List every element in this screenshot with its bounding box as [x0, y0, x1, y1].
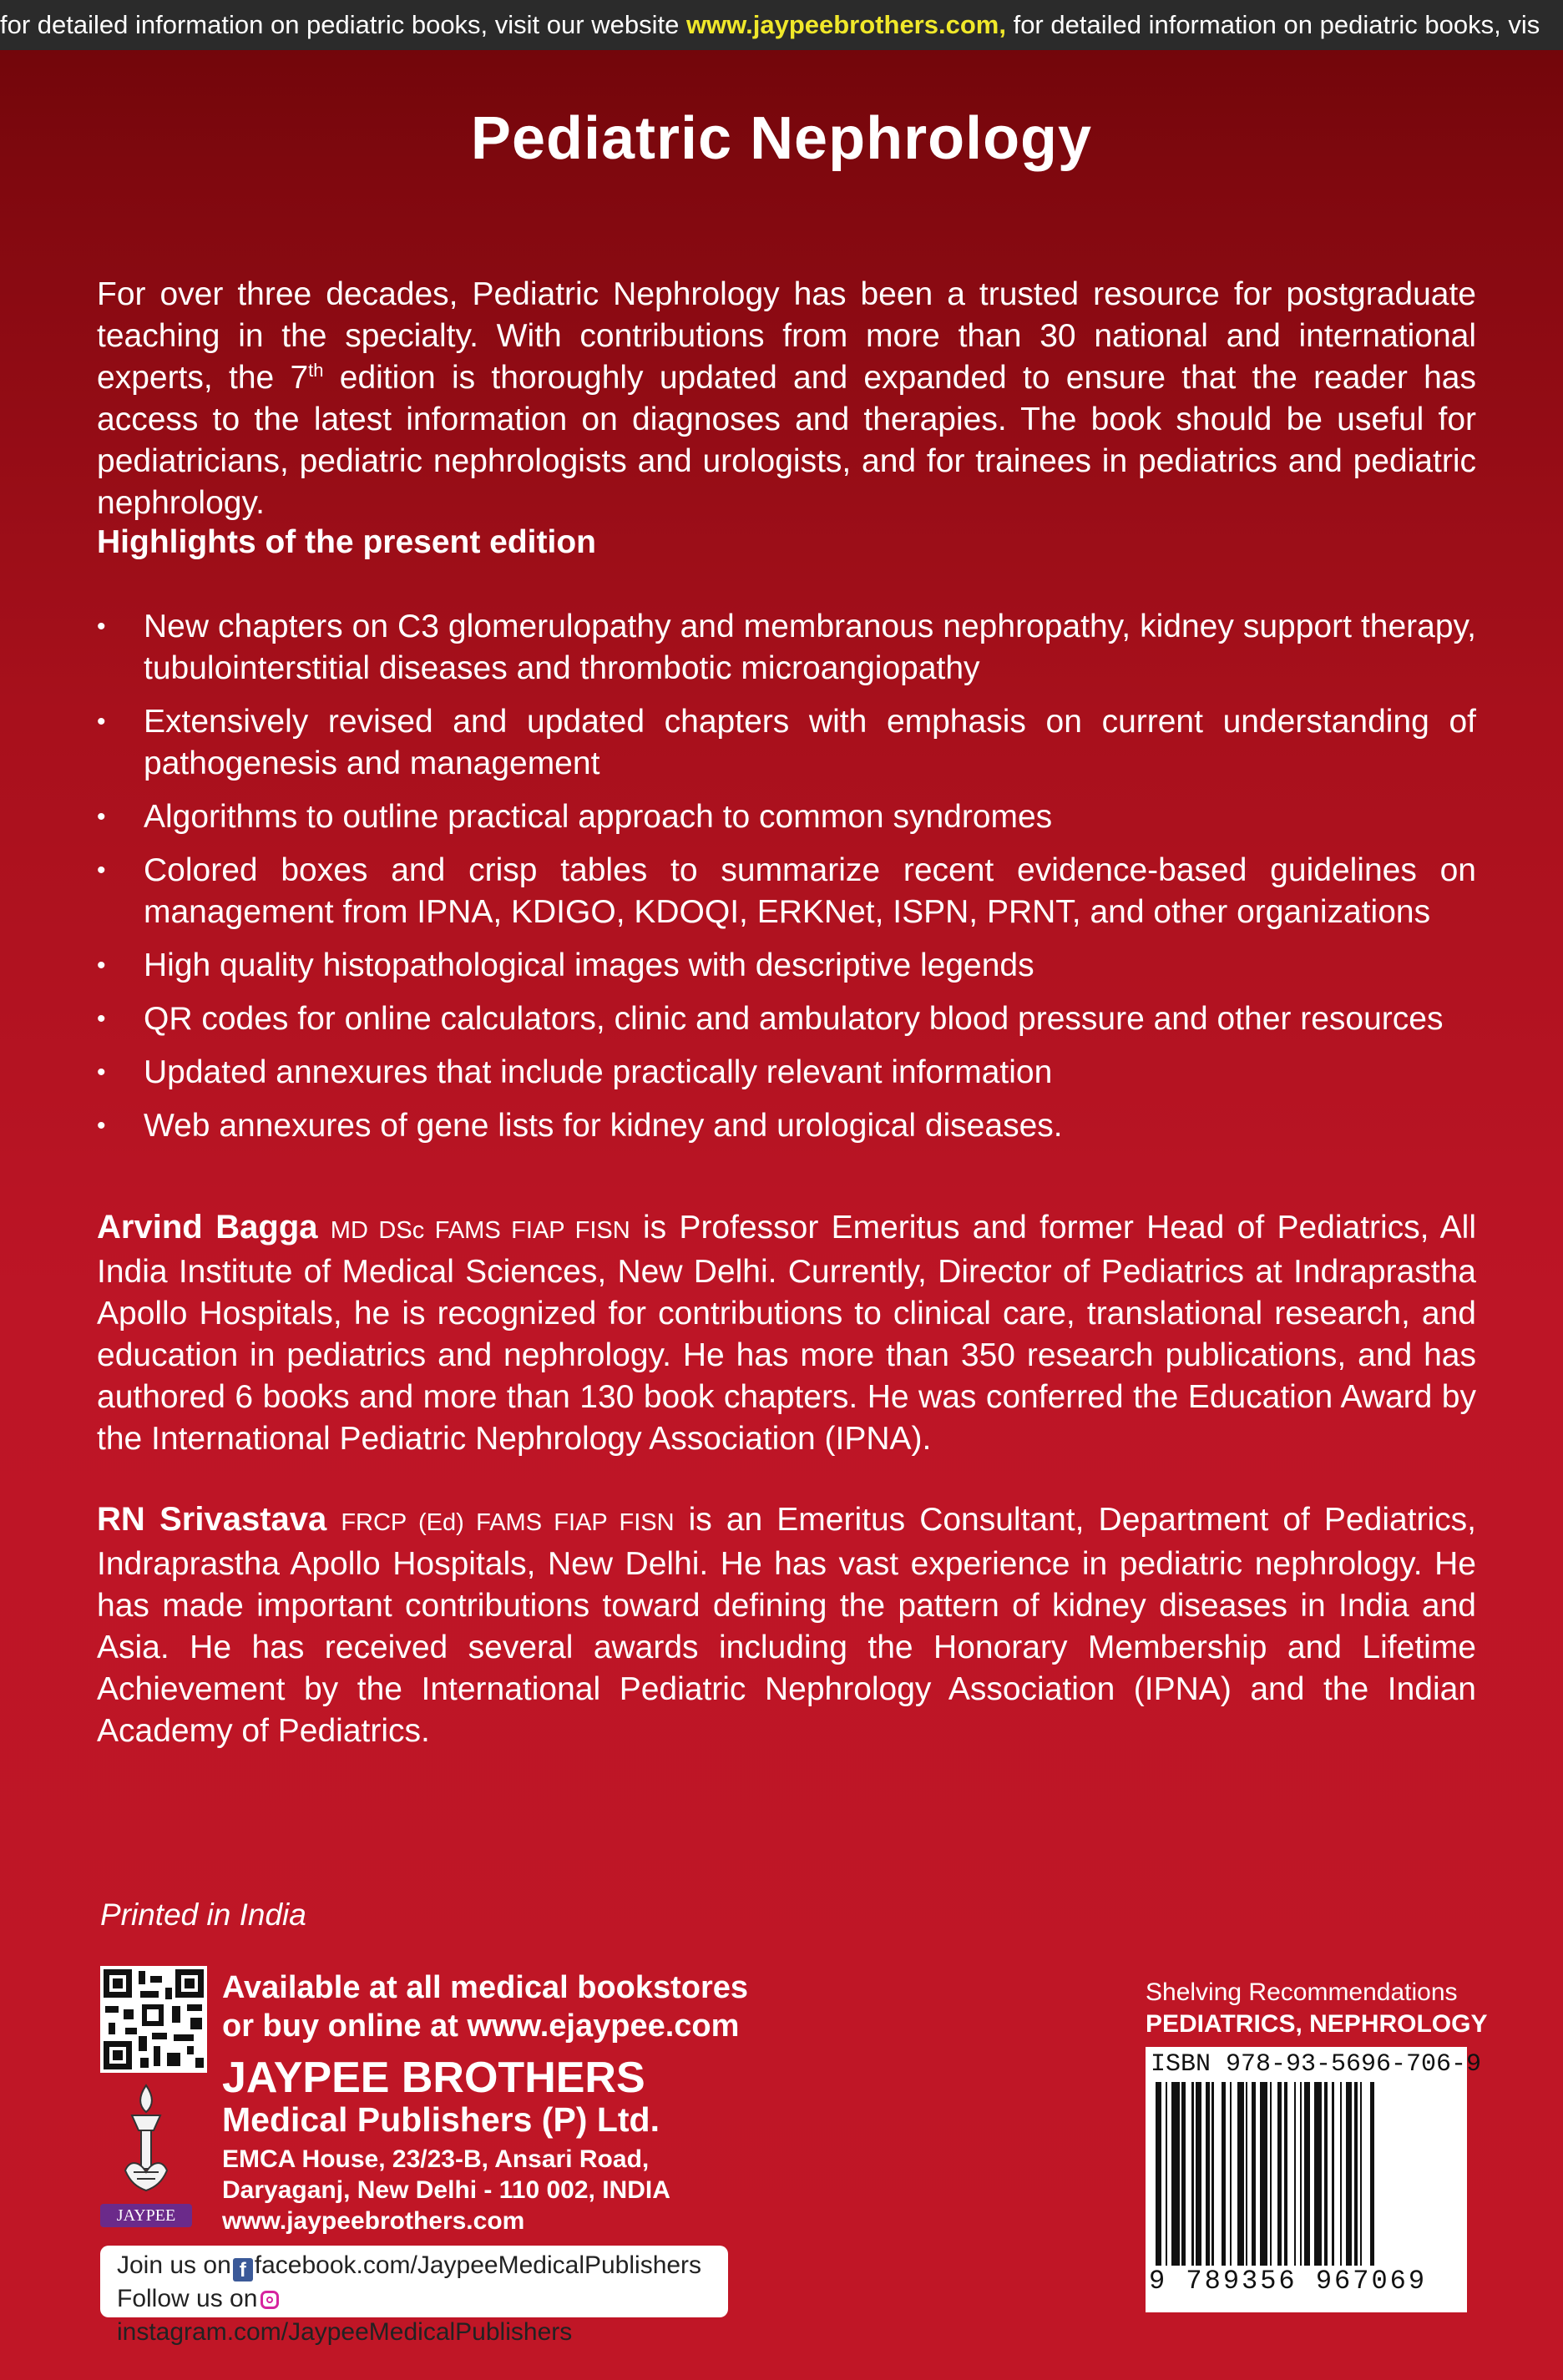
- intro-text-2: edition is thoroughly updated and expanded to ensure that the reader has access to the latest information on diagnoses and therapies. The book should be useful for pediatricians, pediatric nephrologists and urologists, and for trainees in pediatrics and pediatric nephrology.: [97, 360, 1476, 521]
- torch-icon: [100, 2079, 192, 2204]
- highlights-heading: Highlights of the present edition: [97, 524, 596, 560]
- intro-paragraph: [97, 274, 1476, 524]
- bullet-icon: •: [97, 1005, 106, 1033]
- facebook-icon: f: [233, 2258, 253, 2281]
- website-banner: [0, 0, 1563, 50]
- list-item: [97, 606, 1476, 690]
- publisher-website[interactable]: www.jaypeebrothers.com: [222, 2207, 525, 2235]
- author-bio-text: is Professor Emeritus and former Head of Pediatrics, All India Institute of Medical Sciences, New Delhi. Currently, Director of Pediatrics at Indraprastha Apollo Hospitals, he is recognized for contributions to clinical care, translational research, and education in pediatrics and nephrology. He has more than 350 research publications, and has authored 6 books and more than 130 book chapters. He was conferred the Education Award by the International Pediatric Nephrology Association (IPNA).: [97, 1210, 1476, 1457]
- list-item-text: Extensively revised and updated chapters with emphasis on current understanding of pathogenesis and management: [144, 704, 1476, 781]
- list-item: [97, 1052, 1476, 1094]
- author-qualifications: FRCP (Ed) FAMS FIAP FISN: [341, 1509, 675, 1536]
- shelving-value: PEDIATRICS, NEPHROLOGY: [1146, 2010, 1488, 2038]
- banner-url[interactable]: www.jaypeebrothers.com,: [685, 10, 1006, 39]
- printed-in: Printed in India: [100, 1897, 306, 1932]
- availability-line-2: or buy online at www.ejaypee.com: [222, 2009, 740, 2044]
- author-bio: [97, 1498, 1476, 1752]
- bullet-icon: •: [97, 856, 106, 884]
- bullet-icon: •: [97, 613, 106, 640]
- logo-wordmark: JAYPEE: [100, 2204, 192, 2227]
- author-name: RN Srivastava: [97, 1501, 327, 1538]
- instagram-row[interactable]: [117, 2282, 728, 2349]
- list-item-text: Algorithms to outline practical approach to common syndromes: [144, 799, 1053, 835]
- bullet-icon: •: [97, 952, 106, 979]
- social-links: [100, 2246, 728, 2346]
- list-item: [97, 796, 1476, 838]
- banner-text-end: for detailed information on pediatric books, vis: [1005, 10, 1540, 39]
- list-item-text: New chapters on C3 glomerulopathy and membranous nephropathy, kidney support therapy, tubulointerstitial diseases and thrombotic microangiopathy: [144, 609, 1476, 686]
- edition-superscript: th: [308, 360, 324, 381]
- book-title: Pediatric Nephrology: [470, 105, 1093, 172]
- availability-line-1: Available at all medical bookstores: [222, 1970, 749, 2005]
- author-bio-text: is an Emeritus Consultant, Department of Pediatrics, Indraprastha Apollo Hospitals, New Delhi. He has vast experience in pediatric nephrology. He has made important contributions toward defining the pattern of kidney diseases in India and Asia. He has received several awards including the Honorary Membership and Lifetime Achievement by the International Pediatric Nephrology Association (IPNA) and the Indian Academy of Pediatrics.: [97, 1502, 1476, 1749]
- highlights-list: [97, 606, 1476, 1147]
- list-item-text: QR codes for online calculators, clinic and ambulatory blood pressure and other resources: [144, 1001, 1444, 1037]
- list-item: [97, 850, 1476, 933]
- intro-text-1: For over three decades, Pediatric Nephrology has been a trusted resource for postgraduate teaching in the specialty. With contributions from more than 30 national and international experts, the 7: [97, 276, 1476, 396]
- list-item-text: Web annexures of gene lists for kidney and urological diseases.: [144, 1108, 1063, 1144]
- list-item-text: Updated annexures that include practically relevant information: [144, 1054, 1053, 1090]
- list-item-text: High quality histopathological images with descriptive legends: [144, 947, 1034, 983]
- facebook-row[interactable]: [117, 2249, 728, 2282]
- banner-text-start: for detailed information on pediatric books, visit our website: [0, 10, 686, 39]
- publisher-name: JAYPEE BROTHERS: [222, 2054, 645, 2102]
- qr-code-icon[interactable]: [100, 1966, 207, 2073]
- availability-note: [222, 1968, 748, 2045]
- shelving-recommendations: [1146, 1977, 1487, 2040]
- shelving-label: Shelving Recommendations: [1146, 1978, 1458, 2006]
- barcode-icon: [1156, 2082, 1458, 2266]
- ean-number: 9 789356 967069: [1149, 2266, 1428, 2297]
- bullet-icon: •: [97, 803, 106, 831]
- list-item: [97, 1105, 1476, 1147]
- follow-label: Follow us on: [117, 2285, 258, 2312]
- list-item: [97, 998, 1476, 1040]
- publisher-subtitle: Medical Publishers (P) Ltd.: [222, 2100, 660, 2139]
- author-qualifications: MD DSc FAMS FIAP FISN: [330, 1217, 630, 1244]
- publisher-address: [222, 2144, 670, 2236]
- instagram-icon: [260, 2291, 279, 2309]
- publisher-logo: [100, 2079, 192, 2237]
- bullet-icon: •: [97, 1112, 106, 1139]
- isbn-number: ISBN 978-93-5696-706-9: [1151, 2050, 1482, 2079]
- bullet-icon: •: [97, 708, 106, 735]
- list-item-text: Colored boxes and crisp tables to summarize recent evidence-based guidelines on management from IPNA, KDIGO, KDOQI, ERKNet, ISPN, PRNT, and other organizations: [144, 852, 1476, 930]
- bullet-icon: •: [97, 1059, 106, 1086]
- instagram-link[interactable]: instagram.com/JaypeeMedicalPublishers: [117, 2318, 573, 2346]
- facebook-link[interactable]: facebook.com/JaypeeMedicalPublishers: [254, 2251, 702, 2279]
- author-bio: [97, 1206, 1476, 1460]
- author-name: Arvind Bagga: [97, 1209, 318, 1246]
- address-line-1: EMCA House, 23/23-B, Ansari Road,: [222, 2145, 650, 2173]
- list-item: [97, 701, 1476, 785]
- isbn-barcode: [1146, 2047, 1482, 2312]
- join-label: Join us on: [117, 2251, 231, 2279]
- list-item: [97, 945, 1476, 987]
- address-line-2: Daryaganj, New Delhi - 110 002, INDIA: [222, 2176, 670, 2204]
